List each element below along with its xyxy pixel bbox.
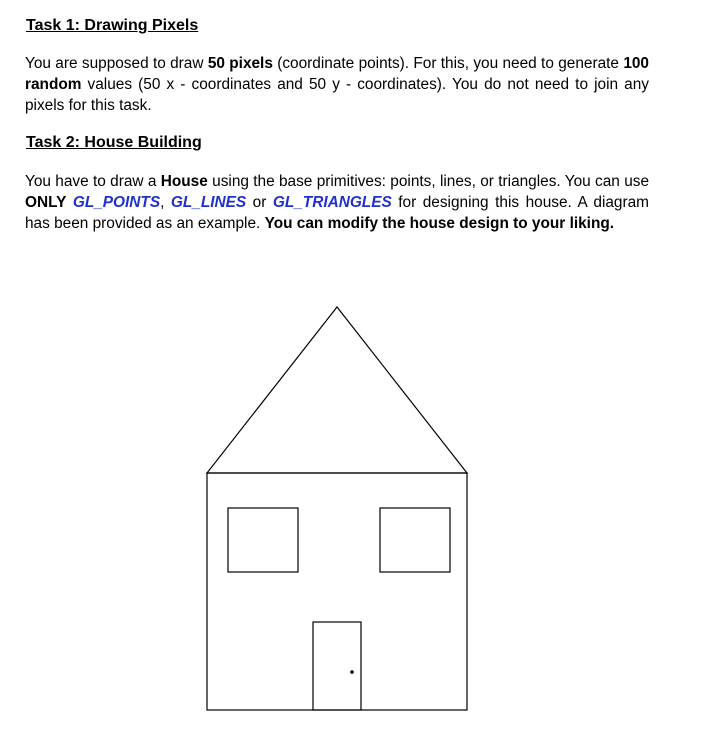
task1-text-3: values (50 x - coordinates and 50 y - coordinates). You do not need to join any pixels for this task.	[25, 76, 649, 114]
task1-heading: Task 1: Drawing Pixels	[26, 17, 199, 34]
house-door-knob	[350, 670, 354, 674]
task2-text-2: using the base primitives: points, lines, or triangles. You can use	[207, 173, 650, 190]
house-roof	[207, 307, 467, 473]
task2-bold-only: ONLY	[25, 194, 67, 211]
task1-text-1: You are supposed to draw	[25, 55, 208, 72]
task2-text-5: or	[246, 194, 273, 211]
keyword-gl-lines: GL_LINES	[170, 194, 247, 211]
task2-text-4: ,	[160, 194, 171, 211]
task2-heading: Task 2: House Building	[26, 134, 202, 151]
task1-bold-random-count: 100 random	[25, 55, 649, 93]
house-window-left	[228, 508, 298, 572]
task2-bold-house: House	[160, 173, 208, 190]
task2-bold-modify-note: You can modify the house design to your liking.	[264, 215, 615, 232]
house-window-right	[380, 508, 450, 572]
task2-text-1: You have to draw a	[25, 173, 161, 190]
house-door	[313, 622, 361, 710]
task2-text-6: for designing this house. A diagram has been provided as an example.	[25, 194, 649, 232]
keyword-gl-points: GL_POINTS	[72, 194, 161, 211]
keyword-gl-triangles: GL_TRIANGLES	[272, 194, 392, 211]
task1-text-2: (coordinate points). For this, you need to generate	[272, 55, 624, 72]
task1-bold-pixel-count: 50 pixels	[207, 55, 273, 72]
